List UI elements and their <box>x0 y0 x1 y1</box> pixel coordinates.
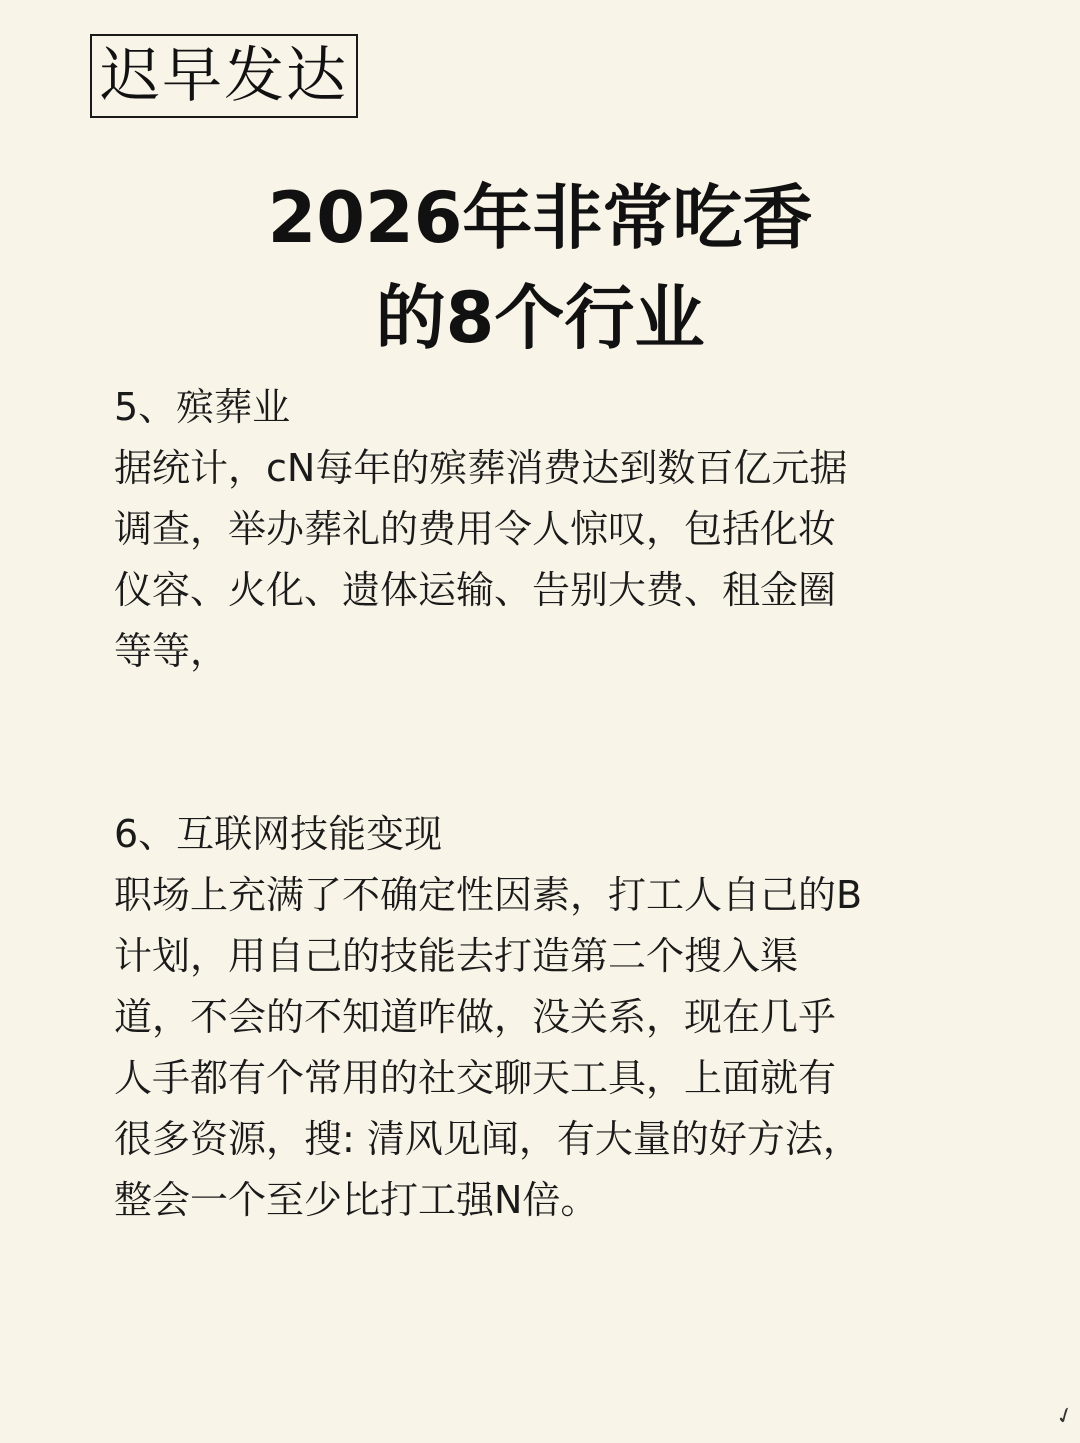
tag-label: 迟早发达 <box>100 41 348 111</box>
paragraph-line: 人手都有个常用的社交聊天工具，上面就有 <box>114 1056 837 1100</box>
paragraph-line: 据统计，cN每年的殡葬消费达到数百亿元据 <box>114 446 848 490</box>
page-title-line-2: 的8个行业 <box>375 277 705 359</box>
section-title: 5、殡葬业 <box>114 385 291 429</box>
paragraph-line: 很多资源，搜: 清风见闻，有大量的好方法， <box>114 1117 861 1161</box>
paragraph-line: 仪容、火化、遗体运输、告别大费、租金圈 <box>114 568 837 612</box>
section-title: 6、互联网技能变现 <box>114 812 443 856</box>
section-internet-skills <box>114 804 994 1231</box>
paragraph-line: 职场上充满了不确定性因素，打工人自己的B <box>114 873 863 917</box>
tag-box <box>90 34 358 118</box>
section-funeral-industry <box>114 377 994 682</box>
paragraph-line: 整会一个至少比打工强N倍。 <box>114 1178 599 1222</box>
corner-mark-icon: ✓ <box>1051 1401 1078 1432</box>
page-title <box>0 168 1080 368</box>
paragraph-line: 计划，用自己的技能去打造第二个搜入渠 <box>114 934 799 978</box>
paragraph-line: 等等， <box>114 629 229 673</box>
paragraph-line: 调查，举办葬礼的费用令人惊叹，包括化妆 <box>114 507 837 551</box>
page-title-line-1: 2026年非常吃香 <box>267 177 813 259</box>
paragraph-line: 道，不会的不知道咋做，没关系，现在几乎 <box>114 995 837 1039</box>
